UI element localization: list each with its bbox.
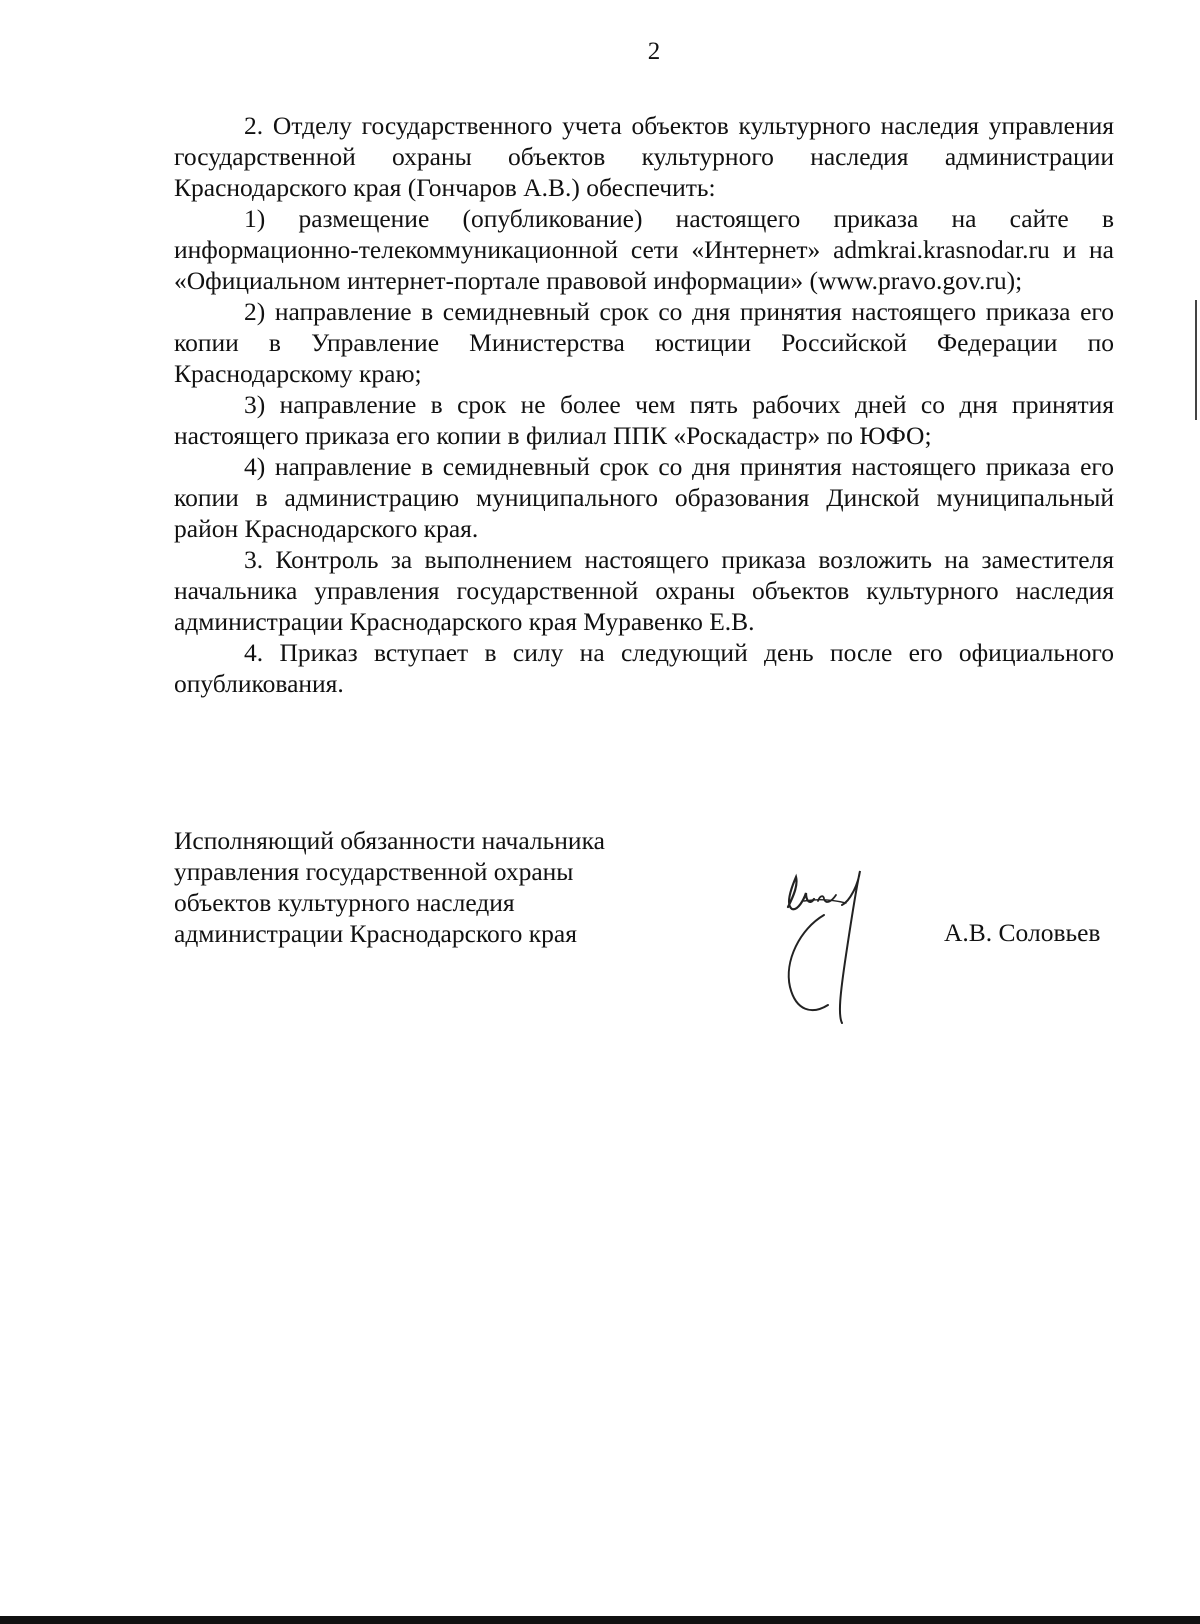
paragraph-4: 4. Приказ вступает в силу на следующий день после его официального опубликования. (174, 638, 1114, 698)
signer-name: А.В. Соловьев (944, 918, 1101, 947)
paragraph-2: 2. Отделу государственного учета объектов культурного наследия управления государственной охраны объектов культурного наследия администрации Краснодарского края (Гончаров А.В.) обеспечить: (174, 111, 1114, 202)
scan-bottom-border (0, 1616, 1200, 1624)
signer-position-line: администрации Краснодарского края (174, 919, 577, 948)
signer-position (174, 825, 694, 949)
document-body (174, 110, 1114, 699)
signer-position-line: Исполняющий обязанности начальника (174, 826, 605, 855)
paragraph-2-3: 3) направление в срок не более чем пять рабочих дней со дня принятия настоящего приказа его копии в филиал ППК «Роскадастр» по ЮФО; (174, 390, 1114, 450)
handwritten-signature-icon (780, 865, 890, 1045)
signer-position-line: объектов культурного наследия (174, 888, 515, 917)
paragraph-2-2: 2) направление в семидневный срок со дня принятия настоящего приказа его копии в Управление Министерства юстиции Российской Федерации по Краснодарскому краю; (174, 297, 1114, 388)
signer-position-line: управления государственной охраны (174, 857, 574, 886)
scan-edge-mark (1195, 300, 1197, 420)
paragraph-2-1: 1) размещение (опубликование) настоящего приказа на сайте в информационно-телекоммуникационной сети «Интернет» admkrai.krasnodar.ru и на «Официальном интернет-портале правовой информации» (www.pravo.gov.ru); (174, 204, 1114, 295)
paragraph-2-4: 4) направление в семидневный срок со дня принятия настоящего приказа его копии в администрацию муниципального образования Динской муниципальный район Краснодарского края. (174, 452, 1114, 543)
paragraph-3: 3. Контроль за выполнением настоящего приказа возложить на заместителя начальника управления государственной охраны объектов культурного наследия администрации Краснодарского края Муравенко Е.В. (174, 545, 1114, 636)
page-number: 2 (647, 38, 661, 65)
